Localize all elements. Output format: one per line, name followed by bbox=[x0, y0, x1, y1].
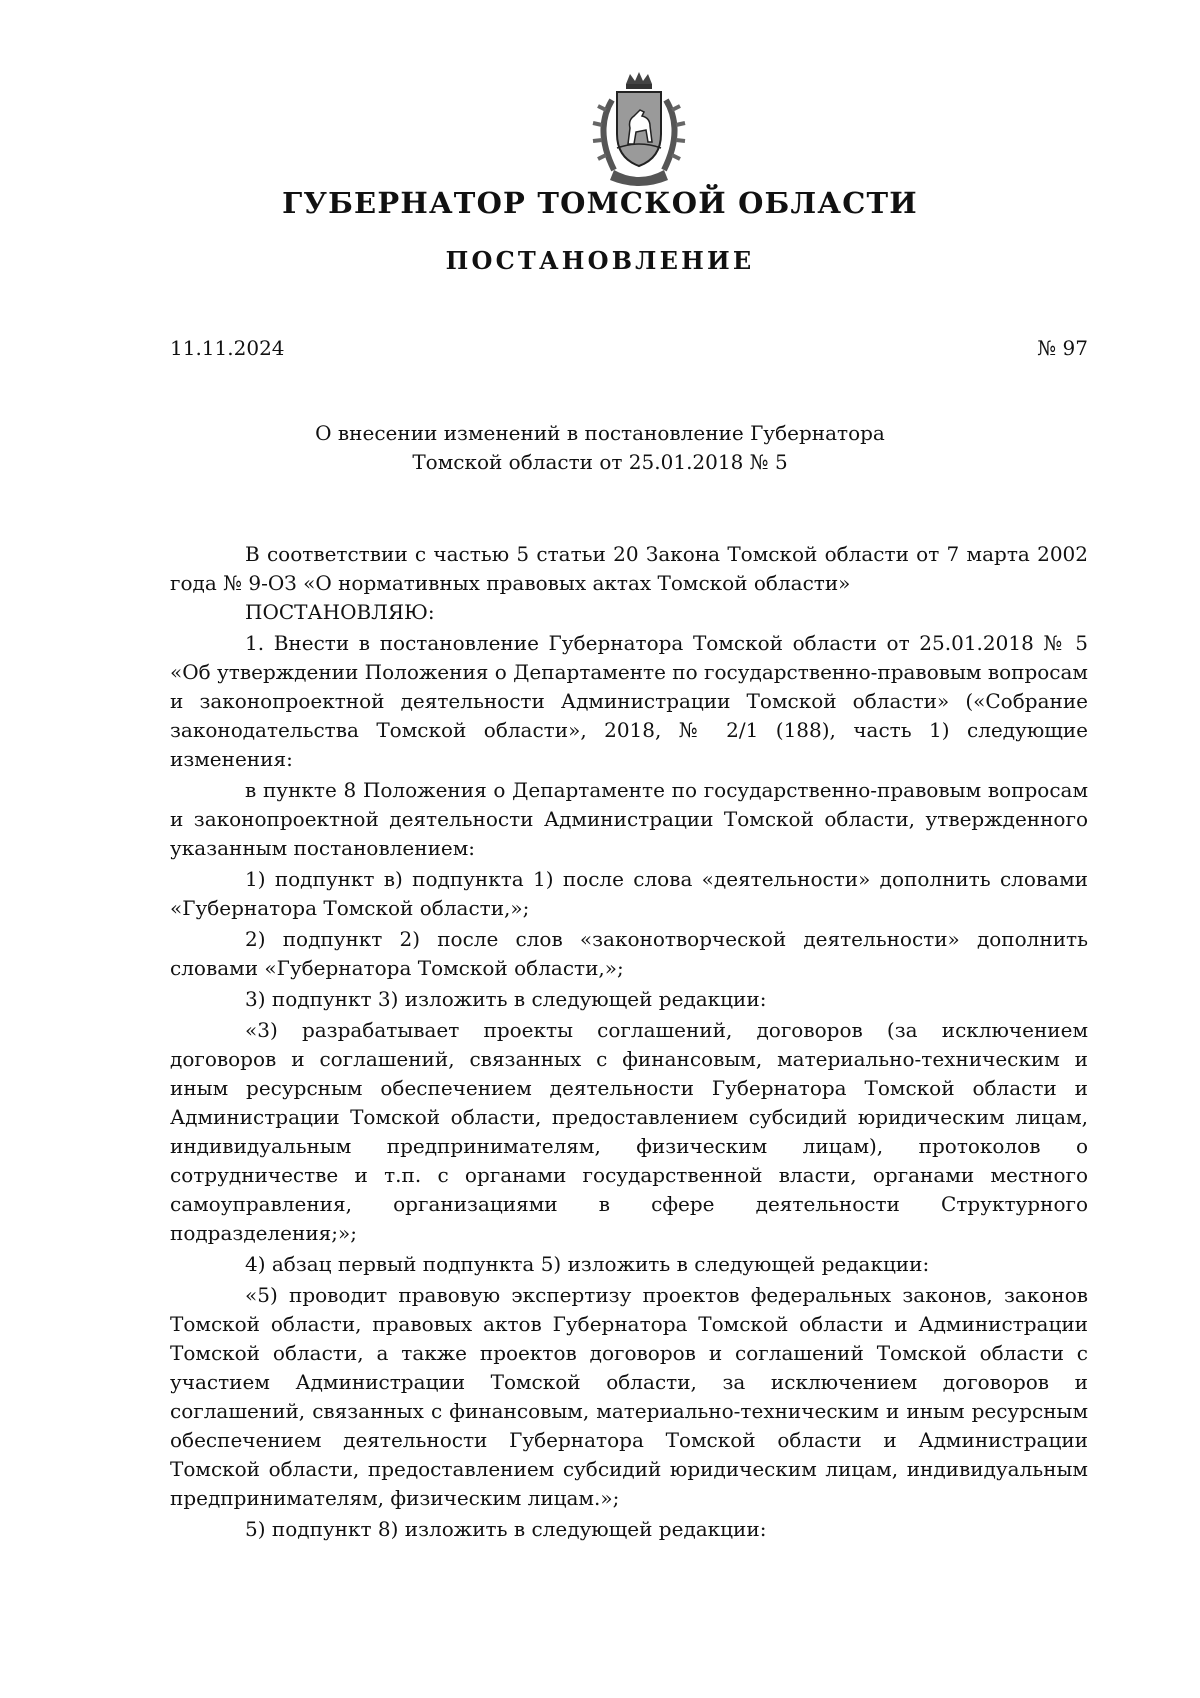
body-paragraph: В соответствии с частью 5 статьи 20 Закона Томской области от 7 марта 2002 года № 9-ОЗ «О нормативных правовых актах Томской области» bbox=[170, 542, 1088, 595]
document-date: 11.11.2024 bbox=[170, 336, 285, 360]
tomsk-coat-of-arms-icon bbox=[584, 70, 694, 190]
body-paragraph: 1. Внести в постановление Губернатора Томской области от 25.01.2018 № 5 «Об утверждении Положения о Департаменте по государственно-правовым вопросам и законопроектной деятельности Администрации Томской области» («Собрание законодательства Томской области», 2018, № 2/1 (188), часть 1) следующие изменения: bbox=[170, 631, 1088, 771]
document-body bbox=[170, 540, 1088, 1544]
body-paragraph: 3) подпункт 3) изложить в следующей редакции: bbox=[245, 987, 767, 1011]
subject-line: Томской области от 25.01.2018 № 5 bbox=[412, 450, 788, 474]
body-paragraph: «5) проводит правовую экспертизу проектов федеральных законов, законов Томской области, правовых актов Губернатора Томской области и Администрации Томской области, а также проектов договоров и соглашений Томской области с участием Администрации Томской области, за исключением договоров и соглашений, связанных с финансовым, материально-техническим и иным ресурсным обеспечением деятельности Губернатора Томской области и Администрации Томской области, предоставлением субсидий юридическим лицам, индивидуальным предпринимателям, физическим лицам.»; bbox=[170, 1283, 1088, 1510]
document-number: № 97 bbox=[1037, 336, 1088, 360]
body-paragraph: 4) абзац первый подпункта 5) изложить в следующей редакции: bbox=[245, 1252, 930, 1276]
body-paragraph: в пункте 8 Положения о Департаменте по государственно-правовым вопросам и законопроектной деятельности Администрации Томской области, утвержденного указанным постановлением: bbox=[170, 778, 1088, 860]
document-type: ПОСТАНОВЛЕНИЕ bbox=[445, 246, 755, 275]
subject-line: О внесении изменений в постановление Губернатора bbox=[315, 421, 885, 445]
body-paragraph: 5) подпункт 8) изложить в следующей редакции: bbox=[245, 1517, 767, 1541]
authority-title: ГУБЕРНАТОР ТОМСКОЙ ОБЛАСТИ bbox=[282, 186, 918, 220]
body-paragraph: 2) подпункт 2) после слов «законотворческой деятельности» дополнить словами «Губернатора Томской области,»; bbox=[170, 927, 1088, 980]
body-paragraph: 1) подпункт в) подпункта 1) после слова «деятельности» дополнить словами «Губернатора Томской области,»; bbox=[170, 867, 1088, 920]
body-paragraph: ПОСТАНОВЛЯЮ: bbox=[245, 600, 435, 624]
document-subject bbox=[0, 419, 1200, 477]
body-paragraph: «3) разрабатывает проекты соглашений, договоров (за исключением договоров и соглашений, связанных с финансовым, материально-техническим и иным ресурсным обеспечением деятельности Губернатора Томской области и Администрации Томской области, предоставлением субсидий юридическим лицам, индивидуальным предпринимателям, физическим лицам), протоколов о сотрудничестве и т.п. с органами государственной власти, органами местного самоуправления, организациями в сфере деятельности Структурного подразделения;»; bbox=[170, 1018, 1088, 1245]
